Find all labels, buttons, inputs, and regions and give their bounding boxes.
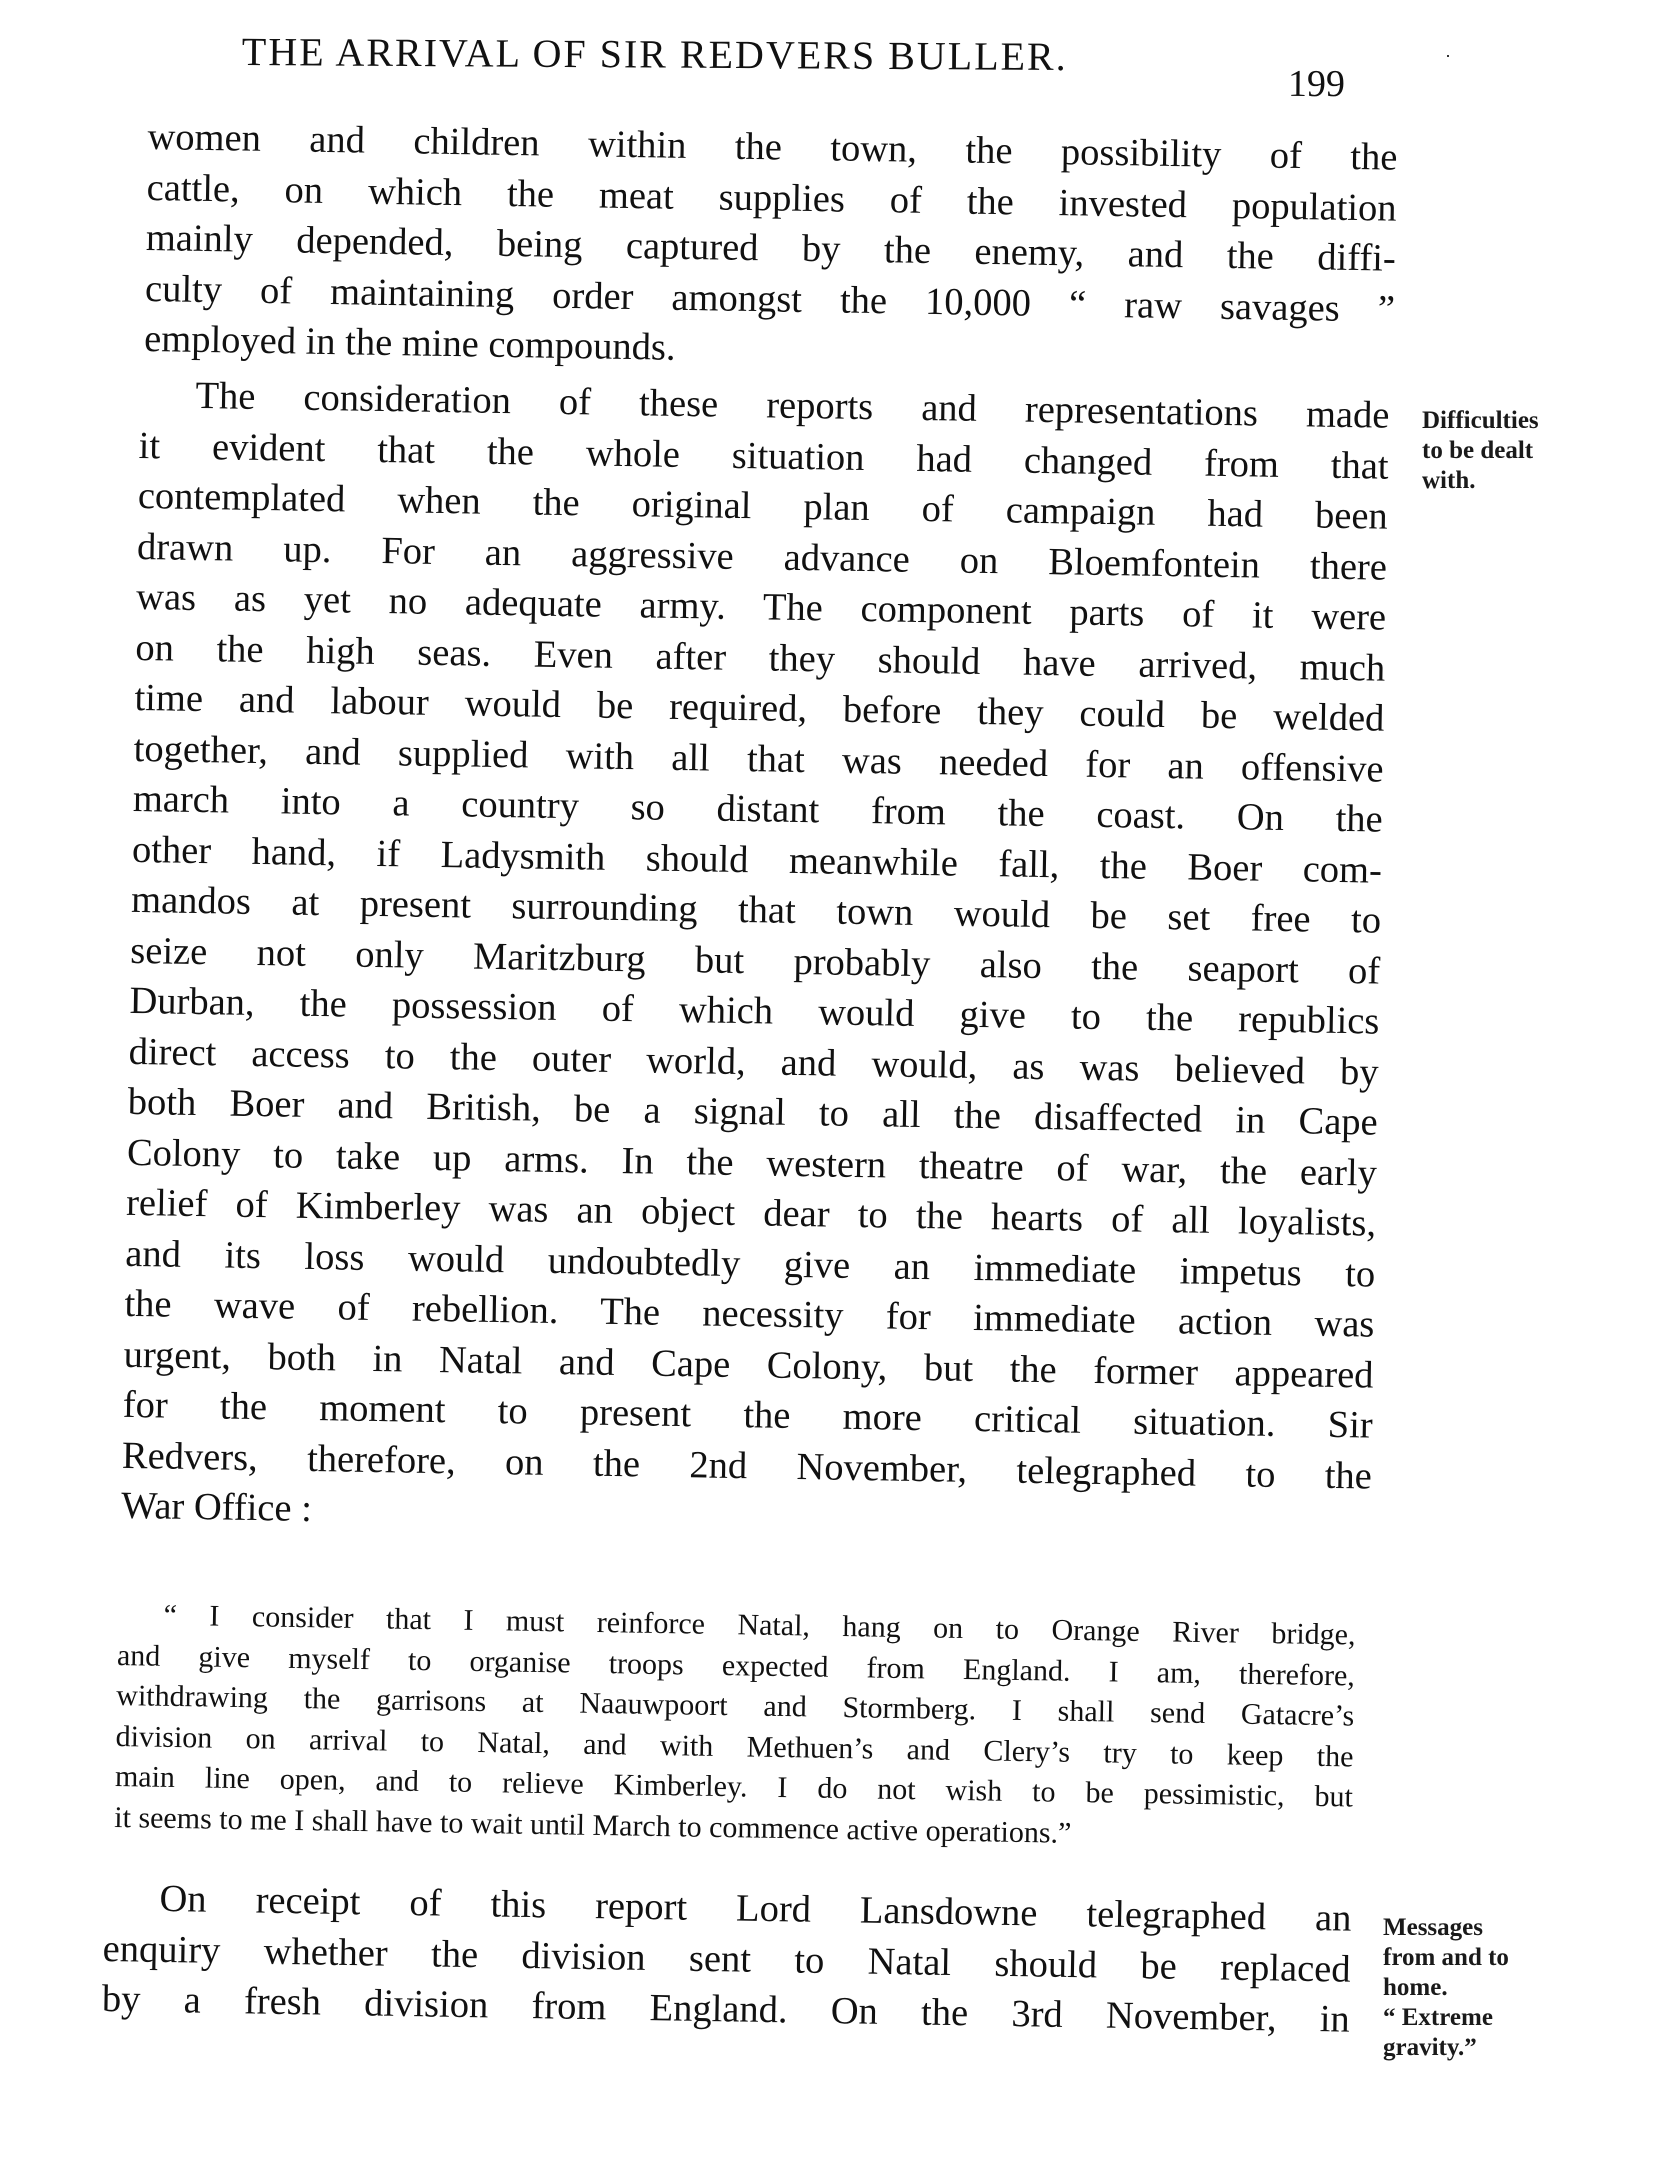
paragraph-consideration [121,370,1390,1552]
text-line: women and children within the town, the possibility of the [147,115,1398,179]
text-line: employed in the mine compounds. [143,317,676,369]
margin-note-line: gravity.” [1383,2034,1477,2061]
text-line: drawn up. For an aggressive advance on Bloemfontein there [136,525,1388,589]
text-line: contemplated when the original plan of campaign had been [137,474,1389,538]
quote-line: main line open, and to relieve Kimberley. I do not wish to be pessimistic, but [114,1759,1354,1814]
margin-note-line: from and to [1383,1944,1509,1971]
running-head: THE ARRIVAL OF SIR REDVERS BULLER. [241,28,1068,80]
telegram-quote [114,1595,1356,1858]
text-line: was as yet no adequate army. The component parts of it were [135,575,1387,639]
paragraph-continuation [144,112,1398,385]
text-line: other hand, if Ladysmith should meanwhile fall, the Boer com- [131,828,1383,892]
margin-note-line: home. [1383,1974,1448,2001]
quote-line: and give myself to organise troops expected from England. I am, therefore, [116,1638,1356,1693]
margin-note-line: Messages [1383,1914,1483,1941]
text-line: urgent, both in Natal and Cape Colony, but the former appeared [123,1333,1374,1397]
text-line: on the high seas. Even after they should have arrived, much [135,626,1386,690]
page-number: 199 [1287,62,1346,106]
text-line: relief of Kimberley was an object dear to the hearts of all loyalists, [125,1181,1377,1245]
text-line: Durban, the possession of which would give to the republics [129,979,1380,1043]
text-line: both Boer and British, be a signal to all the disaffected in Cape [127,1080,1379,1144]
text-line: march into a country so distant from the coast. On the [132,777,1384,841]
margin-note-line: to be dealt [1422,437,1534,464]
text-line: The consideration of these reports and representations made [195,374,1390,437]
quote-line: “ I consider that I must reinforce Natal, hang on to Orange River bridge, [163,1598,1356,1652]
text-line: mainly depended, being captured by the enemy, and the diffi- [145,216,1397,280]
text-line: time and labour would be required, before they could be welded [134,676,1385,740]
paragraph-receipt [101,1873,1351,2045]
text-line: mandos at present surrounding that town would be set free to [130,878,1382,942]
text-line: and its loss would undoubtedly give an immediate impetus to [125,1232,1376,1296]
text-line: Colony to take up arms. In the western theatre of war, the early [126,1131,1378,1195]
text-line: direct access to the outer world, and would, as was believed by [128,1030,1379,1094]
text-line: On receipt of this report Lord Lansdowne telegraphed an [159,1877,1352,1940]
text-line: seize not only Maritzburg but probably also the seaport of [130,929,1381,993]
text-line: Redvers, therefore, on the 2nd November, telegraphed to the [121,1434,1373,1498]
scan-speck [1447,55,1449,57]
text-line: War Office : [120,1484,313,1531]
text-line: for the moment to present the more critical situation. Sir [122,1383,1374,1447]
text-line: by a fresh division from England. On the 3rd November, in [101,1977,1351,2041]
margin-note-line: Difficulties [1422,407,1539,434]
text-line: cattle, on which the meat supplies of the invested population [146,166,1397,230]
text-line: enquiry whether the division sent to Natal should be replaced [102,1927,1351,1991]
quote-line: it seems to me I shall have to wait until March to commence active operations.” [114,1800,1072,1850]
text-line: together, and supplied with all that was needed for an offensive [133,727,1384,791]
margin-note-line: “ Extreme [1383,2004,1493,2031]
margin-note-difficulties [1422,406,1539,496]
text-line: culty of maintaining order amongst the 10,000 “ raw savages ” [144,267,1396,331]
text-line: it evident that the whole situation had changed from that [138,424,1389,488]
margin-note-messages [1383,1913,1509,2063]
quote-line: withdrawing the garrisons at Naauwpoort and Stormberg. I shall send Gatacre’s [116,1678,1355,1733]
text-line: the wave of rebellion. The necessity for immediate action was [124,1282,1375,1346]
quote-line: division on arrival to Natal, and with Methuen’s and Clery’s try to keep the [115,1719,1354,1774]
margin-note-line: with. [1422,467,1476,494]
